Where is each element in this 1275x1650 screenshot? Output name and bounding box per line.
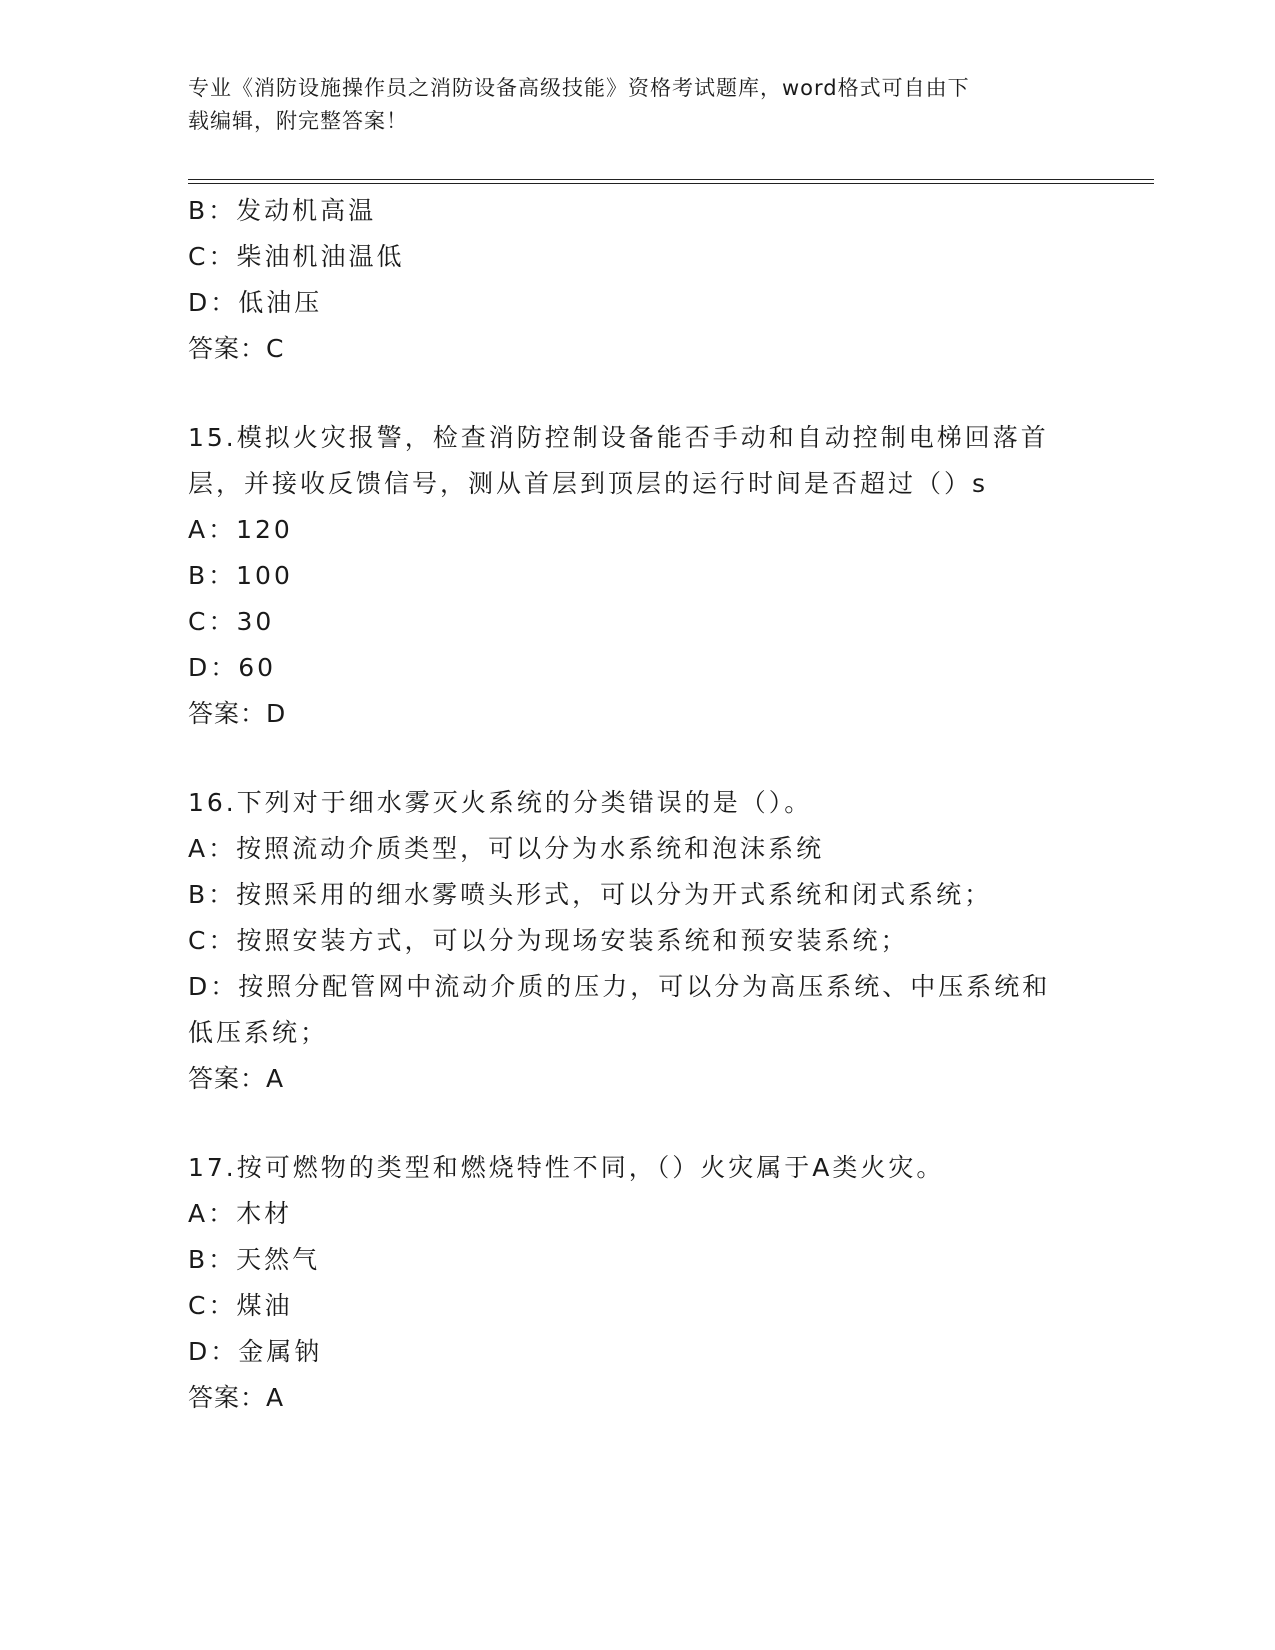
answer-line: 答案：C (188, 334, 285, 363)
option-b: B：天然气 (188, 1245, 321, 1274)
spacer (188, 372, 1088, 415)
option-a: A：按照流动介质类型，可以分为水系统和泡沫系统 (188, 834, 825, 863)
question-16 (188, 780, 1088, 1102)
question-stem-line-2: 层，并接收反馈信号，测从首层到顶层的运行时间是否超过（）s (188, 469, 989, 498)
option-d: D：60 (188, 653, 277, 682)
option-d-continued: 低压系统； (188, 1018, 329, 1047)
answer-line: 答案：D (188, 699, 287, 728)
spacer (188, 737, 1088, 780)
option-a: A：木材 (188, 1199, 293, 1228)
option-c: C：煤油 (188, 1291, 293, 1320)
option-b: B：发动机高温 (188, 196, 377, 225)
option-b: B：100 (188, 561, 293, 590)
question-stem-line-1: 17.按可燃物的类型和燃烧特性不同，（）火灾属于A类火灾。 (188, 1153, 945, 1182)
option-d: D：按照分配管网中流动介质的压力，可以分为高压系统、中压系统和 (188, 972, 1051, 1001)
question-15 (188, 415, 1088, 737)
answer-line: 答案：A (188, 1383, 285, 1412)
option-a: A：120 (188, 515, 293, 544)
header-line-2: 载编辑，附完整答案！ (188, 109, 408, 133)
answer-line: 答案：A (188, 1064, 285, 1093)
question-17 (188, 1145, 1088, 1421)
option-d: D：金属钠 (188, 1337, 323, 1366)
question-content (188, 188, 1088, 1421)
question-stem-line-1: 16.下列对于细水雾灭火系统的分类错误的是（）。 (188, 788, 813, 817)
header-line-1: 专业《消防设施操作员之消防设备高级技能》资格考试题库，word格式可自由下 (188, 76, 970, 100)
header-rule-bottom (188, 183, 1154, 184)
option-b: B：按照采用的细水雾喷头形式，可以分为开式系统和闭式系统； (188, 880, 993, 909)
option-c: C：30 (188, 607, 275, 636)
question-stem-line-1: 15.模拟火灾报警，检查消防控制设备能否手动和自动控制电梯回落首 (188, 423, 1049, 452)
prev-question-block (188, 188, 1088, 372)
document-header (188, 72, 1068, 138)
spacer (188, 1102, 1088, 1145)
option-d: D：低油压 (188, 288, 323, 317)
option-c: C：柴油机油温低 (188, 242, 405, 271)
header-rule-top (188, 179, 1154, 180)
option-c: C：按照安装方式，可以分为现场安装系统和预安装系统； (188, 926, 909, 955)
